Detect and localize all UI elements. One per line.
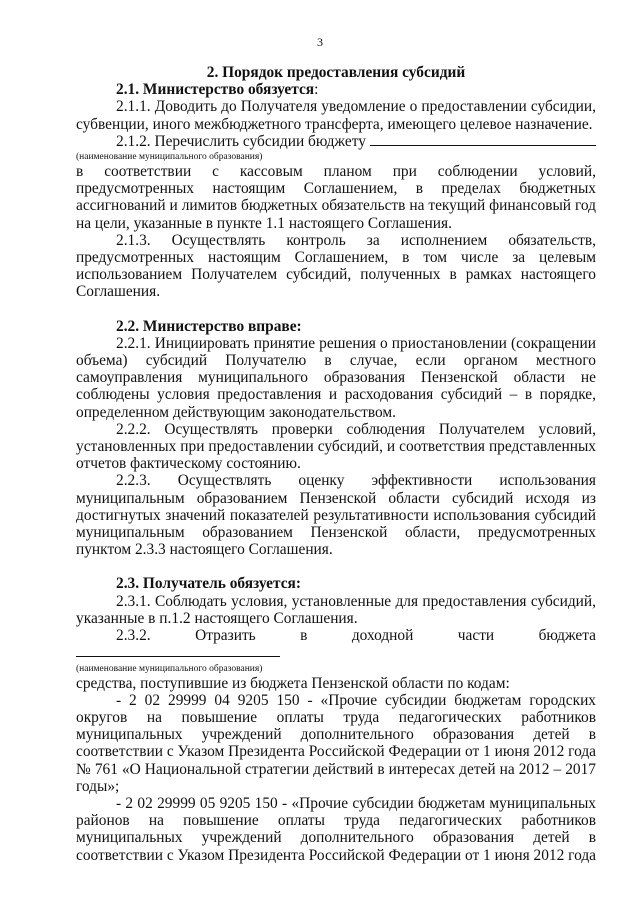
paragraph-2-3-1: 2.3.1. Соблюдать условия, установленные для предоставления субсидий, указанные в п.1.2 настоящего Соглашения.: [76, 592, 596, 627]
paragraph-2-2-2: 2.2.2. Осуществлять проверки соблюдения Получателем условий, установленных при предоставлении субсидий, и соответствия представленных отчетов фактическому состоянию.: [76, 420, 596, 473]
page-number: 3: [317, 35, 323, 49]
paragraph-2-1-2-lead-text: 2.1.2. Перечислить субсидии бюджету: [116, 132, 366, 150]
section-title: 2. Порядок предоставления субсидий: [206, 64, 466, 81]
subsection-2-2-heading: 2.2. Министерство вправе:: [116, 317, 302, 335]
paragraph-2-3-2-lead: [76, 627, 596, 661]
paragraph-2-1-1: 2.1.1. Доводить до Получателя уведомление о предоставлении субсидии, субвенции, иного межбюджетного трансферта, имеющего целевое назначение.: [76, 98, 596, 133]
spacer: [76, 558, 596, 575]
paragraph-2-1-2-rest: в соответствии с кассовым планом при соблюдении условий, предусмотренных настоящим Соглашением, в пределах бюджетных ассигнований и лимитов бюджетных обязательств на текущий финансовый год на цели, указанные в пункте 1.1 настоящего Соглашения.: [76, 163, 596, 232]
blank-fill-line: [370, 144, 596, 146]
field-caption: (наименование муниципального образования): [76, 663, 263, 674]
field-caption: (наименование муниципального образования): [76, 152, 263, 163]
paragraph-2-3-2-lead-text: 2.3.2. Отразить в доходной части бюджета: [116, 627, 596, 645]
subsection-2-3-heading: 2.3. Получатель обязуется:: [116, 575, 301, 593]
budget-code-item: - 2 02 29999 04 9205 150 - «Прочие субсидии бюджетам городских округов на повышение оплаты труда педагогических работников муниципальных учреждений дополнительного образования детей в соответствии с Указом Президента Российской Федерации от 1 июня 2012 года № 761 «О Национальной стратегии действий в интересах детей на 2012 – 2017 годы»;: [76, 691, 596, 795]
document-body: [76, 64, 596, 864]
paragraph-2-3-2-rest: средства, поступившие из бюджета Пензенской области по кодам:: [76, 674, 510, 692]
paragraph-2-2-3: 2.2.3. Осуществлять оценку эффективности использования муниципальным образованием Пензенской области субсидий исходя из достигнутых значений показателей результативности использования субсидий муниципальным образованием Пензенской области, предусмотренных пунктом 2.3.3 настоящего Соглашения.: [76, 472, 596, 559]
subsection-2-1-heading-colon: :: [314, 81, 319, 99]
budget-code-item: - 2 02 29999 05 9205 150 - «Прочие субсидии бюджетам муниципальных районов на повышение оплаты труда педагогических работников муниципальных учреждений дополнительного образования детей в соответствии с Указом Президента Российской Федерации от 1 июня 2012 года: [76, 794, 596, 864]
spacer: [76, 301, 596, 318]
paragraph-2-2-1: 2.2.1. Инициировать принятие решения о приостановлении (сокращении объема) субсидий Получателю в случае, если органом местного самоуправления муниципального образования Пензенской области не соблюдены условия предоставления и расходования субсидий – в порядке, определенном действующим законодательством.: [76, 334, 596, 421]
subsection-2-1-heading-text: 2.1. Министерство обязуется: [116, 81, 315, 99]
subsection-2-1-heading: [76, 81, 596, 98]
blank-fill-line: [76, 655, 280, 657]
paragraph-2-1-2-lead: [76, 133, 596, 150]
paragraph-2-1-3: 2.1.3. Осуществлять контроль за исполнением обязательств, предусмотренных настоящим Соглашением, в том числе за целевым использованием Получателем субсидий, полученных в рамках настоящего Соглашения.: [76, 231, 596, 301]
